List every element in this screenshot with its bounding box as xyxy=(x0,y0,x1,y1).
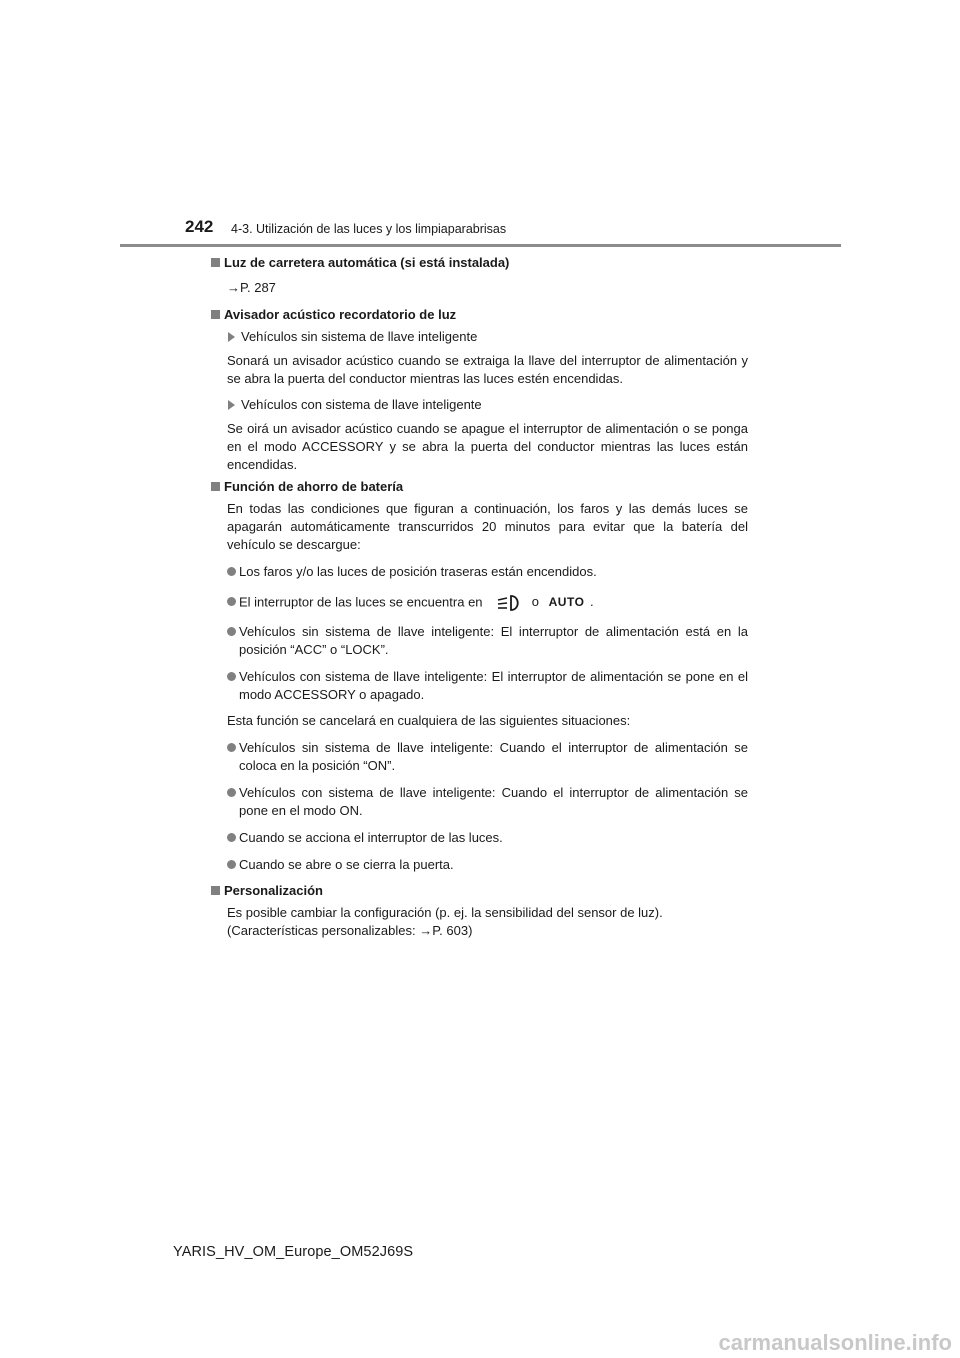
auto-light-icon: AUTO xyxy=(548,595,585,610)
round-bullet-icon xyxy=(227,860,236,869)
round-bullet-icon xyxy=(227,567,236,576)
list-item-text: Vehículos sin sistema de llave inteligente: Cuando el interruptor de alimentación se coloca en la posición “ON”. xyxy=(239,740,748,773)
round-bullet-icon xyxy=(227,627,236,636)
heading-text: Personalización xyxy=(224,883,323,898)
square-bullet-icon xyxy=(211,886,220,895)
paragraph-customization-line1: Es posible cambiar la configuración (p. ej. la sensibilidad del sensor de luz). xyxy=(227,905,663,920)
paragraph-no-smart-key: Sonará un avisador acústico cuando se extraiga la llave del interruptor de alimentación y se abra la puerta del conductor mientras las luces estén encendidas. xyxy=(227,353,748,386)
list-item xyxy=(211,856,748,874)
paragraph-battery-intro: En todas las condiciones que figuran a continuación, los faros y las demás luces se apagarán automáticamente transcurridos 20 minutos para evitar que la batería del vehículo se descargue: xyxy=(227,501,748,552)
section-heading-customization xyxy=(211,882,748,900)
running-head: 4-3. Utilización de las luces y los limpiaparabrisas xyxy=(231,222,507,236)
footer-doc-code: YARIS_HV_OM_Europe_OM52J69S xyxy=(173,1244,414,1260)
arrow-item-no-smart-key xyxy=(211,328,748,346)
paragraph-customization-line2: (Características personalizables: →P. 603) xyxy=(227,923,473,938)
list-item-text: o xyxy=(531,594,540,610)
page-number: 242 xyxy=(185,217,214,236)
list-item xyxy=(211,563,748,581)
heading-text: Avisador acústico recordatorio de luz xyxy=(224,307,457,322)
round-bullet-icon xyxy=(227,743,236,752)
list-item xyxy=(211,623,748,659)
list-item-text: Cuando se acciona el interruptor de las luces. xyxy=(239,830,503,845)
list-item-text: El interruptor de las luces se encuentra en xyxy=(239,594,483,610)
arrow-item-label: Vehículos con sistema de llave inteligente xyxy=(241,397,482,412)
round-bullet-icon xyxy=(227,672,236,681)
watermark: carmanualsonline.info xyxy=(718,1330,952,1355)
round-bullet-icon xyxy=(227,788,236,797)
headlight-icon xyxy=(494,593,524,613)
round-bullet-icon xyxy=(227,597,236,606)
list-item-text: Los faros y/o las luces de posición traseras están encendidos. xyxy=(239,564,597,579)
triangle-arrow-icon xyxy=(228,332,235,342)
round-bullet-icon xyxy=(227,833,236,842)
list-item-text: Cuando se abre o se cierra la puerta. xyxy=(239,857,454,872)
paragraph-smart-key: Se oirá un avisador acústico cuando se apague el interruptor de alimentación o se ponga en el modo ACCESSORY y se abra la puerta del conductor mientras las luces están encendidas. xyxy=(227,421,748,472)
list-item xyxy=(211,784,748,820)
list-item xyxy=(211,593,748,613)
page-reference: →P. 287 xyxy=(227,280,276,295)
section-heading-battery-saver xyxy=(211,478,748,496)
list-item xyxy=(211,739,748,775)
paragraph-cancel-intro: Esta función se cancelará en cualquiera de las siguientes situaciones: xyxy=(227,713,631,728)
list-item xyxy=(211,668,748,704)
header-rule xyxy=(120,244,841,247)
arrow-item-label: Vehículos sin sistema de llave inteligente xyxy=(241,329,478,344)
main-content xyxy=(211,254,748,944)
triangle-arrow-icon xyxy=(228,400,235,410)
square-bullet-icon xyxy=(211,258,220,267)
list-item-text: . xyxy=(590,594,594,610)
list-item-text: Vehículos con sistema de llave inteligente: El interruptor de alimentación se pone en el modo ACCESSORY o apagado. xyxy=(239,669,748,702)
square-bullet-icon xyxy=(211,482,220,491)
square-bullet-icon xyxy=(211,310,220,319)
heading-text: Función de ahorro de batería xyxy=(224,479,404,494)
list-item-text: Vehículos sin sistema de llave inteligente: El interruptor de alimentación está en la posición “ACC” o “LOCK”. xyxy=(239,624,748,657)
section-heading-auto-high-beam xyxy=(211,254,748,272)
arrow-item-smart-key xyxy=(211,396,748,414)
section-heading-light-reminder xyxy=(211,306,748,324)
list-item xyxy=(211,829,748,847)
list-item-text: Vehículos con sistema de llave inteligente: Cuando el interruptor de alimentación se pone en el modo ON. xyxy=(239,785,748,818)
heading-text: Luz de carretera automática (si está instalada) xyxy=(224,255,510,270)
